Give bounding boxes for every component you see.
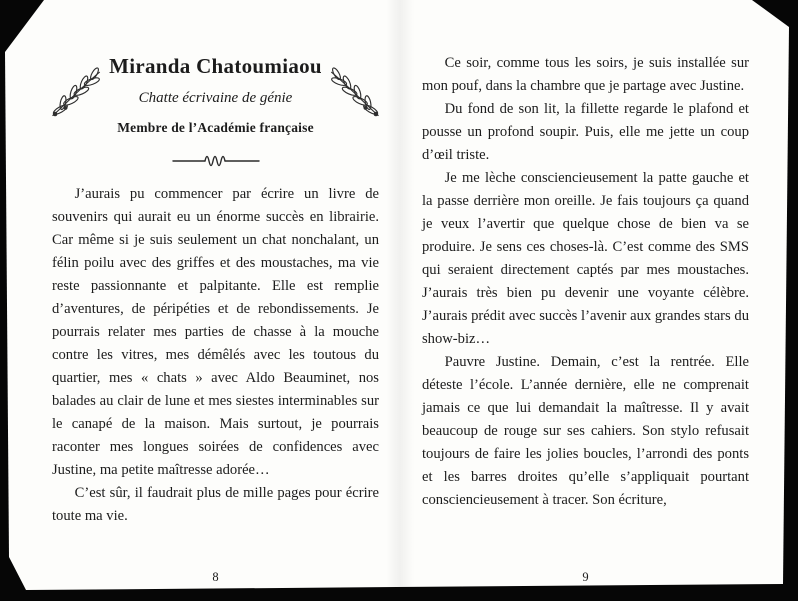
left-page-body xyxy=(52,183,379,528)
paragraph: Du fond de son lit, la fillette regarde le plafond et pousse un profond soupir. Puis, elle me jette un coup d’œil triste. xyxy=(422,101,749,163)
page-number-left: 8 xyxy=(212,570,219,584)
paragraph: C’est sûr, il faudrait plus de mille pages pour écrire toute ma vie. xyxy=(52,485,379,524)
left-page xyxy=(52,0,379,601)
chapter-subtitle: Chatte écrivaine de génie xyxy=(138,90,293,106)
chapter-affiliation: Membre de l’Académie française xyxy=(117,120,314,135)
page-number-right: 9 xyxy=(582,570,589,584)
chapter-header xyxy=(52,54,379,136)
laurel-branch-left-icon xyxy=(49,63,105,128)
paragraph: Pauvre Justine. Demain, c’est la rentrée. Elle déteste l’école. L’année dernière, elle ne comprenait jamais ce que lui demandait la maîtresse. Il y avait beaucoup de rouge sur ses cahiers. Son stylo refusait toujours de faire les jolies boucles, l’arrondi des ponts et les barres droites qu’elle s’appliquait pourtant consciencieusement à tracer. Son écriture, xyxy=(422,354,749,508)
section-divider-ornament-icon xyxy=(52,152,379,168)
paragraph: Je me lèche consciencieusement la patte gauche et la passe derrière mon oreille. Je fais toujours ça quand je veux l’avertir que quelque chose de bien va se produire. Je sens ces choses-là. C’est comme des SMS qui seraient directement captés par mes moustaches. J’aurais très bien pu devenir une voyante célèbre. J’aurais prédit avec succès l’avenir aux grandes stars du show-biz… xyxy=(422,170,749,347)
right-page-body xyxy=(422,52,749,512)
right-page xyxy=(422,0,749,601)
chapter-title: Miranda Chatoumiaou xyxy=(109,54,322,78)
laurel-branch-right-icon xyxy=(326,63,382,128)
paragraph: Ce soir, comme tous les soirs, je suis installée sur mon pouf, dans la chambre que je partage avec Justine. xyxy=(422,55,749,94)
chapter-heading-text xyxy=(109,54,322,136)
paragraph: J’aurais pu commencer par écrire un livre de souvenirs qui aurait eu un énorme succès en librairie. Car même si je suis seulement un chat nonchalant, un félin poilu avec des griffes et des moustaches, ma vie reste passionnante et palpitante. Elle est remplie d’aventures, de péripéties et de rebondissements. Je pourrais relater mes parties de chasse à la mouche contre les vitres, mes démêlés avec les toutous du quartier, mes « chats » avec Aldo Beauminet, nos balades au clair de lune et mes siestes interminables sur le canapé de la maison. Mais surtout, je pourrais raconter mes longues soirées de confidences avec Justine, ma petite maîtresse adorée… xyxy=(52,186,379,478)
